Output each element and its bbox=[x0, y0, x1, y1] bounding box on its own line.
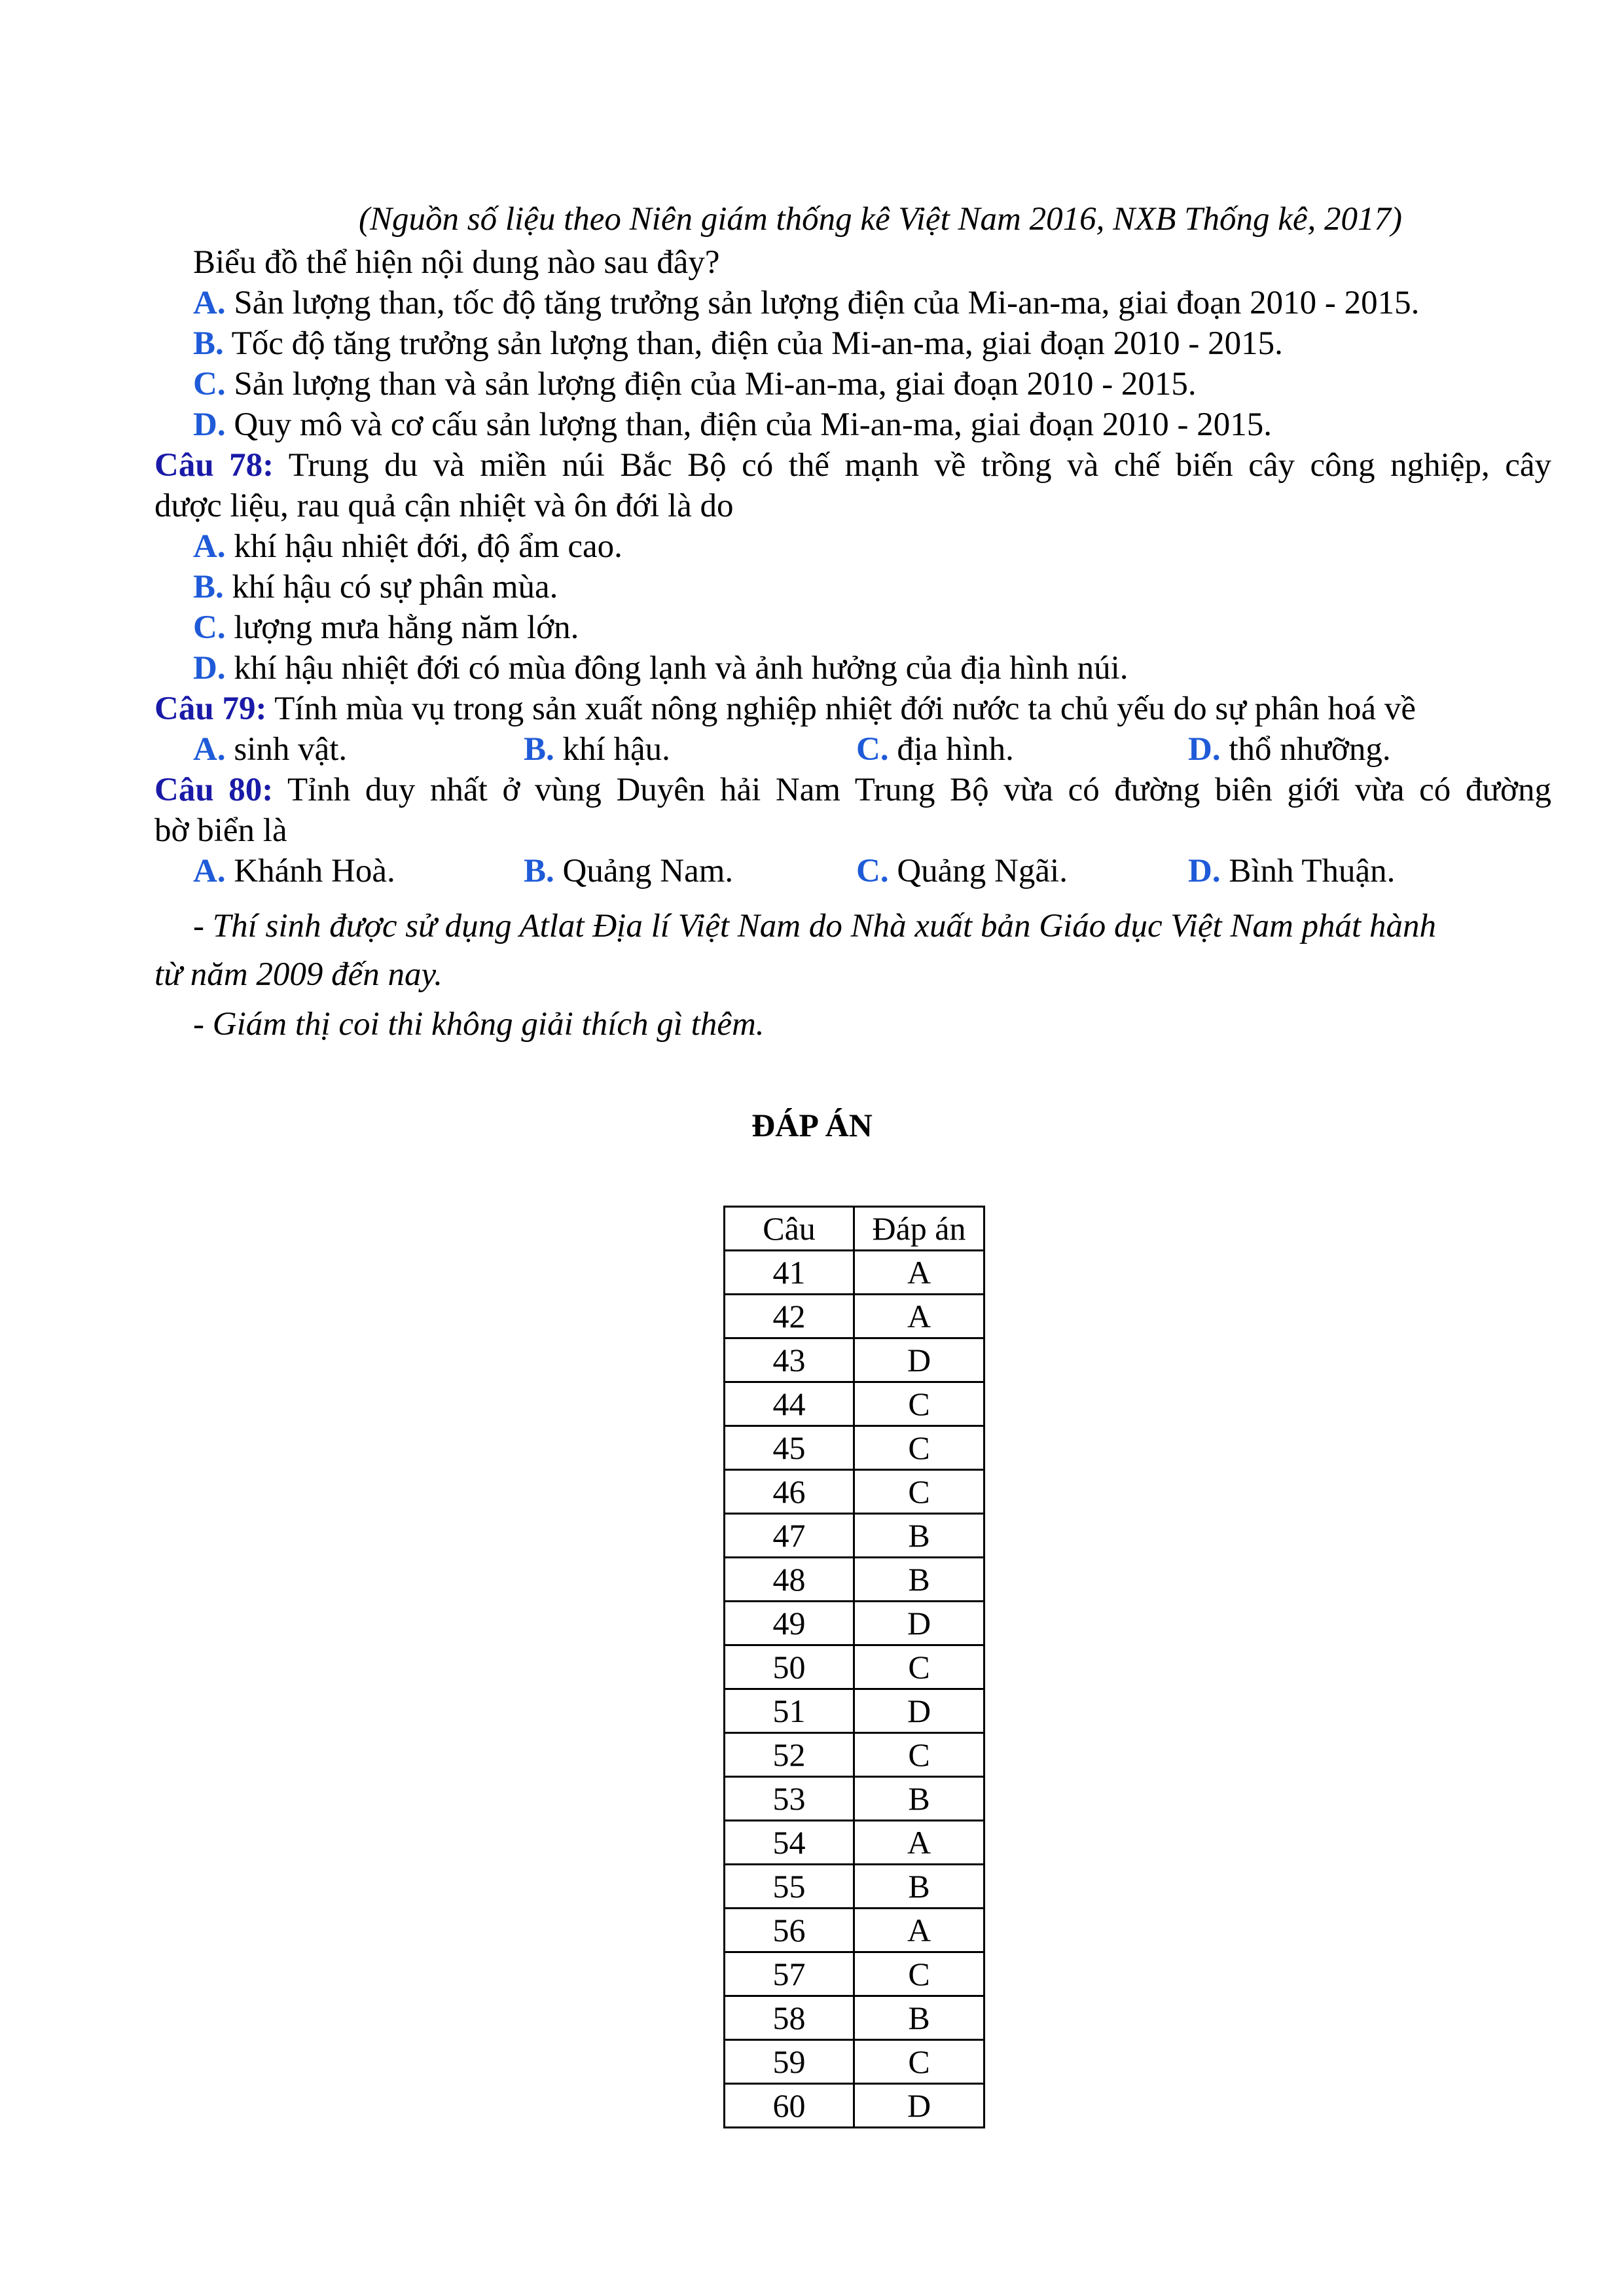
answer-cell: C bbox=[854, 1645, 984, 1689]
table-row bbox=[725, 1645, 984, 1689]
option-label: B. bbox=[193, 325, 224, 362]
question-number-cell: 56 bbox=[725, 1909, 854, 1952]
answer-cell: B bbox=[854, 1558, 984, 1602]
option-text: sinh vật. bbox=[234, 731, 348, 768]
option-text: Quảng Ngãi. bbox=[897, 853, 1068, 889]
option-text: địa hình. bbox=[897, 731, 1014, 768]
option-text: khí hậu có sự phân mùa. bbox=[232, 569, 558, 605]
option-text: khí hậu nhiệt đới, độ ẩm cao. bbox=[234, 528, 623, 565]
q80-question-cont: bờ biển là bbox=[154, 812, 287, 849]
option-text: Bình Thuận. bbox=[1229, 853, 1396, 889]
option-label: B. bbox=[524, 853, 554, 889]
answer-cell: D bbox=[854, 1689, 984, 1733]
option-text: Sản lượng than và sản lượng điện của Mi-an-ma, giai đoạn 2010 - 2015. bbox=[234, 366, 1197, 403]
q77-option-d bbox=[193, 404, 1272, 445]
option-text: Quy mô và cơ cấu sản lượng than, điện của Mi-an-ma, giai đoạn 2010 - 2015. bbox=[234, 406, 1272, 443]
option-text: khí hậu nhiệt đới có mùa đông lạnh và ảnh hưởng của địa hình núi. bbox=[234, 650, 1128, 687]
q78-option-d bbox=[193, 648, 1128, 689]
answer-cell: A bbox=[854, 1821, 984, 1865]
table-row bbox=[725, 1865, 984, 1909]
table-row bbox=[725, 1426, 984, 1470]
answer-cell: A bbox=[854, 1909, 984, 1952]
option-text: thổ nhưỡng. bbox=[1229, 731, 1391, 768]
q78-option-c bbox=[193, 607, 579, 648]
table-row bbox=[725, 1514, 984, 1558]
q79-question bbox=[154, 689, 1416, 729]
option-label: C. bbox=[856, 731, 889, 768]
q78-question bbox=[154, 445, 1551, 486]
question-number-cell: 45 bbox=[725, 1426, 854, 1470]
q80-option-b bbox=[524, 851, 733, 891]
option-label: C. bbox=[856, 853, 889, 889]
table-row bbox=[725, 1952, 984, 1996]
q79-option-b bbox=[524, 729, 670, 770]
answer-cell: B bbox=[854, 1996, 984, 2040]
question-number-cell: 42 bbox=[725, 1295, 854, 1338]
answer-cell: C bbox=[854, 2040, 984, 2084]
question-text: Tỉnh duy nhất ở vùng Duyên hải Nam Trung Bộ vừa có đường biên giới vừa có đường bbox=[287, 772, 1551, 808]
option-label: C. bbox=[193, 609, 226, 646]
answer-cell: D bbox=[854, 2084, 984, 2128]
answer-cell: A bbox=[854, 1295, 984, 1338]
q78-option-a bbox=[193, 526, 623, 567]
q77-option-b bbox=[193, 323, 1283, 364]
option-label: A. bbox=[193, 285, 226, 321]
answer-cell: D bbox=[854, 1338, 984, 1382]
question-number-cell: 51 bbox=[725, 1689, 854, 1733]
answer-cell: B bbox=[854, 1865, 984, 1909]
table-row bbox=[725, 1295, 984, 1338]
question-label: Câu 78: bbox=[154, 447, 274, 484]
question-number-cell: 54 bbox=[725, 1821, 854, 1865]
q79-option-a bbox=[193, 729, 347, 770]
option-label: A. bbox=[193, 731, 226, 768]
table-row bbox=[725, 1602, 984, 1645]
q78-option-b bbox=[193, 567, 558, 607]
option-text: khí hậu. bbox=[562, 731, 670, 768]
option-label: D. bbox=[1188, 731, 1221, 768]
question-number-cell: 52 bbox=[725, 1733, 854, 1777]
option-text: lượng mưa hằng năm lớn. bbox=[234, 609, 579, 646]
answer-cell: C bbox=[854, 1382, 984, 1426]
table-row bbox=[725, 1733, 984, 1777]
q79-option-c bbox=[856, 729, 1014, 770]
question-number-cell: 48 bbox=[725, 1558, 854, 1602]
q77-stem: Biểu đồ thể hiện nội dung nào sau đây? bbox=[193, 244, 720, 281]
question-number-cell: 43 bbox=[725, 1338, 854, 1382]
table-row bbox=[725, 1821, 984, 1865]
answer-key-table bbox=[723, 1206, 985, 2128]
option-text: Quảng Nam. bbox=[562, 853, 734, 889]
question-number-cell: 57 bbox=[725, 1952, 854, 1996]
q78-question-cont: dược liệu, rau quả cận nhiệt và ôn đới là do bbox=[154, 488, 734, 524]
question-number-cell: 41 bbox=[725, 1251, 854, 1295]
option-text: Khánh Hoà. bbox=[234, 853, 395, 889]
option-label: D. bbox=[1188, 853, 1221, 889]
question-label: Câu 80: bbox=[154, 772, 274, 808]
note-proctor: - Giám thị coi thi không giải thích gì thêm. bbox=[193, 1006, 765, 1043]
question-number-cell: 60 bbox=[725, 2084, 854, 2128]
option-label: C. bbox=[193, 366, 226, 403]
answer-cell: B bbox=[854, 1514, 984, 1558]
table-row bbox=[725, 2040, 984, 2084]
option-label: D. bbox=[193, 650, 226, 687]
question-number-cell: 46 bbox=[725, 1470, 854, 1514]
option-label: A. bbox=[193, 528, 226, 565]
option-label: A. bbox=[193, 853, 226, 889]
question-text: Tính mùa vụ trong sản xuất nông nghiệp nhiệt đới nước ta chủ yếu do sự phân hoá về bbox=[274, 691, 1416, 727]
source-note: (Nguồn số liệu theo Niên giám thống kê Việt Nam 2016, NXB Thống kê, 2017) bbox=[359, 201, 1403, 238]
answer-cell: A bbox=[854, 1251, 984, 1295]
question-number-cell: 58 bbox=[725, 1996, 854, 2040]
q80-option-a bbox=[193, 851, 395, 891]
question-number-cell: 44 bbox=[725, 1382, 854, 1426]
answer-cell: C bbox=[854, 1952, 984, 1996]
q80-option-c bbox=[856, 851, 1068, 891]
table-row bbox=[725, 1689, 984, 1733]
answer-cell: C bbox=[854, 1733, 984, 1777]
answer-cell: D bbox=[854, 1602, 984, 1645]
answer-cell: C bbox=[854, 1426, 984, 1470]
table-row bbox=[725, 2084, 984, 2128]
table-row bbox=[725, 1909, 984, 1952]
question-text: Trung du và miền núi Bắc Bộ có thế mạnh về trồng và chế biến cây công nghiệp, cây bbox=[288, 447, 1551, 484]
option-text: Sản lượng than, tốc độ tăng trưởng sản lượng điện của Mi-an-ma, giai đoạn 2010 - 2015. bbox=[234, 285, 1420, 321]
question-number-cell: 55 bbox=[725, 1865, 854, 1909]
option-label: B. bbox=[524, 731, 554, 768]
question-number-cell: 47 bbox=[725, 1514, 854, 1558]
table-row bbox=[725, 1558, 984, 1602]
question-number-cell: 49 bbox=[725, 1602, 854, 1645]
table-row bbox=[725, 1251, 984, 1295]
option-text: Tốc độ tăng trưởng sản lượng than, điện của Mi-an-ma, giai đoạn 2010 - 2015. bbox=[231, 325, 1283, 362]
q77-option-c bbox=[193, 364, 1197, 404]
table-row bbox=[725, 1470, 984, 1514]
note-atlat-cont: từ năm 2009 đến nay. bbox=[154, 956, 443, 993]
question-number-cell: 53 bbox=[725, 1777, 854, 1821]
answer-key-title: ĐÁP ÁN bbox=[751, 1107, 873, 1143]
q80-option-d bbox=[1188, 851, 1395, 891]
table-row bbox=[725, 1777, 984, 1821]
header-question: Câu bbox=[725, 1207, 854, 1251]
table-row bbox=[725, 1996, 984, 2040]
q80-question bbox=[154, 770, 1551, 810]
answer-cell: B bbox=[854, 1777, 984, 1821]
q77-option-a bbox=[193, 283, 1419, 323]
note-atlat: - Thí sinh được sử dụng Atlat Địa lí Việt Nam do Nhà xuất bản Giáo dục Việt Nam phát hành bbox=[193, 908, 1436, 944]
header-answer: Đáp án bbox=[854, 1207, 984, 1251]
q79-option-d bbox=[1188, 729, 1391, 770]
question-number-cell: 59 bbox=[725, 2040, 854, 2084]
table-row bbox=[725, 1338, 984, 1382]
question-number-cell: 50 bbox=[725, 1645, 854, 1689]
answer-cell: C bbox=[854, 1470, 984, 1514]
option-label: D. bbox=[193, 406, 226, 443]
question-label: Câu 79: bbox=[154, 691, 267, 727]
table-header-row bbox=[725, 1207, 984, 1251]
table-row bbox=[725, 1382, 984, 1426]
option-label: B. bbox=[193, 569, 224, 605]
